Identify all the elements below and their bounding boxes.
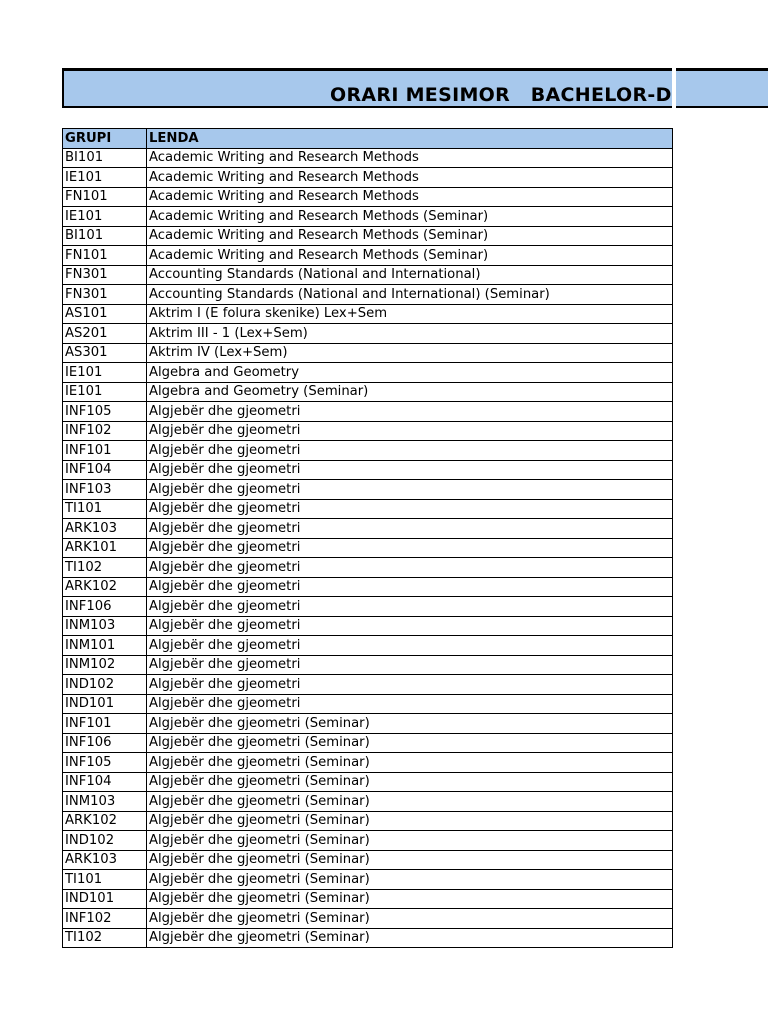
cell-subject: Aktrim I (E folura skenike) Lex+Sem <box>147 304 673 324</box>
cell-group: INF106 <box>63 733 147 753</box>
cell-group: INM103 <box>63 792 147 812</box>
cell-subject: Algjebër dhe gjeometri (Seminar) <box>147 733 673 753</box>
cell-group: INF101 <box>63 714 147 734</box>
header-group: GRUPI <box>63 129 147 149</box>
table-row <box>63 850 673 870</box>
cell-subject: Algjebër dhe gjeometri (Seminar) <box>147 889 673 909</box>
table-row <box>63 889 673 909</box>
table-row <box>63 870 673 890</box>
cell-group: FN101 <box>63 246 147 266</box>
cell-group: IE101 <box>63 363 147 383</box>
cell-group: BI101 <box>63 148 147 168</box>
page-title: ORARI MESIMOR BACHELOR-D <box>330 84 672 106</box>
cell-subject: Algjebër dhe gjeometri <box>147 558 673 578</box>
cell-subject: Algjebër dhe gjeometri (Seminar) <box>147 792 673 812</box>
cell-group: IND102 <box>63 831 147 851</box>
header-subject: LENDA <box>147 129 673 149</box>
cell-subject: Algebra and Geometry <box>147 363 673 383</box>
table-row <box>63 441 673 461</box>
cell-group: ARK103 <box>63 850 147 870</box>
cell-group: ARK101 <box>63 538 147 558</box>
cell-group: INF106 <box>63 597 147 617</box>
cell-subject: Accounting Standards (National and International) (Seminar) <box>147 285 673 305</box>
cell-subject: Algjebër dhe gjeometri (Seminar) <box>147 772 673 792</box>
cell-subject: Academic Writing and Research Methods <box>147 187 673 207</box>
table-row <box>63 538 673 558</box>
table-row <box>63 324 673 344</box>
cell-subject: Algjebër dhe gjeometri (Seminar) <box>147 928 673 948</box>
table-row <box>63 187 673 207</box>
table-row <box>63 148 673 168</box>
table-row <box>63 733 673 753</box>
table-row <box>63 792 673 812</box>
cell-group: TI101 <box>63 870 147 890</box>
cell-subject: Aktrim III - 1 (Lex+Sem) <box>147 324 673 344</box>
cell-group: FN101 <box>63 187 147 207</box>
cell-subject: Academic Writing and Research Methods <box>147 168 673 188</box>
cell-subject: Algjebër dhe gjeometri <box>147 519 673 539</box>
table-row <box>63 831 673 851</box>
table-row <box>63 402 673 422</box>
table-row <box>63 675 673 695</box>
table-row <box>63 694 673 714</box>
cell-group: TI102 <box>63 928 147 948</box>
cell-subject: Algjebër dhe gjeometri (Seminar) <box>147 909 673 929</box>
cell-group: INF104 <box>63 460 147 480</box>
table-row <box>63 285 673 305</box>
cell-subject: Algjebër dhe gjeometri <box>147 616 673 636</box>
cell-group: TI102 <box>63 558 147 578</box>
cell-group: AS201 <box>63 324 147 344</box>
cell-group: INF104 <box>63 772 147 792</box>
table-row <box>63 714 673 734</box>
table-row <box>63 499 673 519</box>
cell-subject: Algjebër dhe gjeometri <box>147 538 673 558</box>
table-row <box>63 343 673 363</box>
cell-subject: Algjebër dhe gjeometri <box>147 636 673 656</box>
cell-group: INF105 <box>63 402 147 422</box>
table-row <box>63 616 673 636</box>
cell-subject: Algjebër dhe gjeometri (Seminar) <box>147 870 673 890</box>
cell-subject: Algjebër dhe gjeometri <box>147 460 673 480</box>
table-row <box>63 811 673 831</box>
table-row <box>63 460 673 480</box>
cell-subject: Algjebër dhe gjeometri <box>147 421 673 441</box>
cell-subject: Algjebër dhe gjeometri <box>147 694 673 714</box>
cell-group: INF105 <box>63 753 147 773</box>
cell-subject: Algjebër dhe gjeometri <box>147 499 673 519</box>
table-row <box>63 421 673 441</box>
cell-subject: Algjebër dhe gjeometri <box>147 577 673 597</box>
table-row <box>63 519 673 539</box>
cell-group: BI101 <box>63 226 147 246</box>
cell-subject: Academic Writing and Research Methods (Seminar) <box>147 226 673 246</box>
cell-subject: Algjebër dhe gjeometri (Seminar) <box>147 714 673 734</box>
cell-group: INF102 <box>63 909 147 929</box>
cell-subject: Algjebër dhe gjeometri (Seminar) <box>147 753 673 773</box>
table-row <box>63 636 673 656</box>
table-row <box>63 207 673 227</box>
cell-group: ARK102 <box>63 577 147 597</box>
cell-group: IND101 <box>63 694 147 714</box>
cell-group: INF102 <box>63 421 147 441</box>
schedule-table <box>62 128 673 948</box>
cell-subject: Algjebër dhe gjeometri <box>147 597 673 617</box>
cell-subject: Accounting Standards (National and International) <box>147 265 673 285</box>
cell-group: FN301 <box>63 285 147 305</box>
cell-group: INM102 <box>63 655 147 675</box>
table-row <box>63 772 673 792</box>
table-row <box>63 597 673 617</box>
table-row <box>63 655 673 675</box>
title-band-gap <box>672 68 676 108</box>
cell-subject: Algjebër dhe gjeometri <box>147 480 673 500</box>
cell-subject: Algjebër dhe gjeometri <box>147 402 673 422</box>
table-row <box>63 226 673 246</box>
cell-group: INM103 <box>63 616 147 636</box>
table-row <box>63 480 673 500</box>
cell-group: AS301 <box>63 343 147 363</box>
cell-group: IND101 <box>63 889 147 909</box>
table-row <box>63 168 673 188</box>
cell-subject: Academic Writing and Research Methods <box>147 148 673 168</box>
cell-group: FN301 <box>63 265 147 285</box>
cell-group: INM101 <box>63 636 147 656</box>
table-row <box>63 382 673 402</box>
cell-subject: Algjebër dhe gjeometri (Seminar) <box>147 811 673 831</box>
table-row <box>63 909 673 929</box>
cell-subject: Algjebër dhe gjeometri (Seminar) <box>147 850 673 870</box>
table-row <box>63 928 673 948</box>
cell-subject: Algjebër dhe gjeometri <box>147 655 673 675</box>
cell-subject: Aktrim IV (Lex+Sem) <box>147 343 673 363</box>
cell-group: IE101 <box>63 207 147 227</box>
table-row <box>63 753 673 773</box>
cell-subject: Algjebër dhe gjeometri <box>147 675 673 695</box>
table-row <box>63 304 673 324</box>
cell-subject: Algebra and Geometry (Seminar) <box>147 382 673 402</box>
cell-subject: Academic Writing and Research Methods (Seminar) <box>147 207 673 227</box>
cell-group: IND102 <box>63 675 147 695</box>
cell-group: IE101 <box>63 168 147 188</box>
table-row <box>63 265 673 285</box>
cell-group: ARK103 <box>63 519 147 539</box>
table-row <box>63 246 673 266</box>
table-row <box>63 577 673 597</box>
table-header-row <box>63 129 673 149</box>
cell-group: INF103 <box>63 480 147 500</box>
cell-group: IE101 <box>63 382 147 402</box>
table-row <box>63 363 673 383</box>
cell-group: ARK102 <box>63 811 147 831</box>
cell-subject: Academic Writing and Research Methods (Seminar) <box>147 246 673 266</box>
cell-subject: Algjebër dhe gjeometri <box>147 441 673 461</box>
table-row <box>63 558 673 578</box>
cell-group: INF101 <box>63 441 147 461</box>
table-body <box>63 148 673 948</box>
cell-group: AS101 <box>63 304 147 324</box>
cell-subject: Algjebër dhe gjeometri (Seminar) <box>147 831 673 851</box>
cell-group: TI101 <box>63 499 147 519</box>
